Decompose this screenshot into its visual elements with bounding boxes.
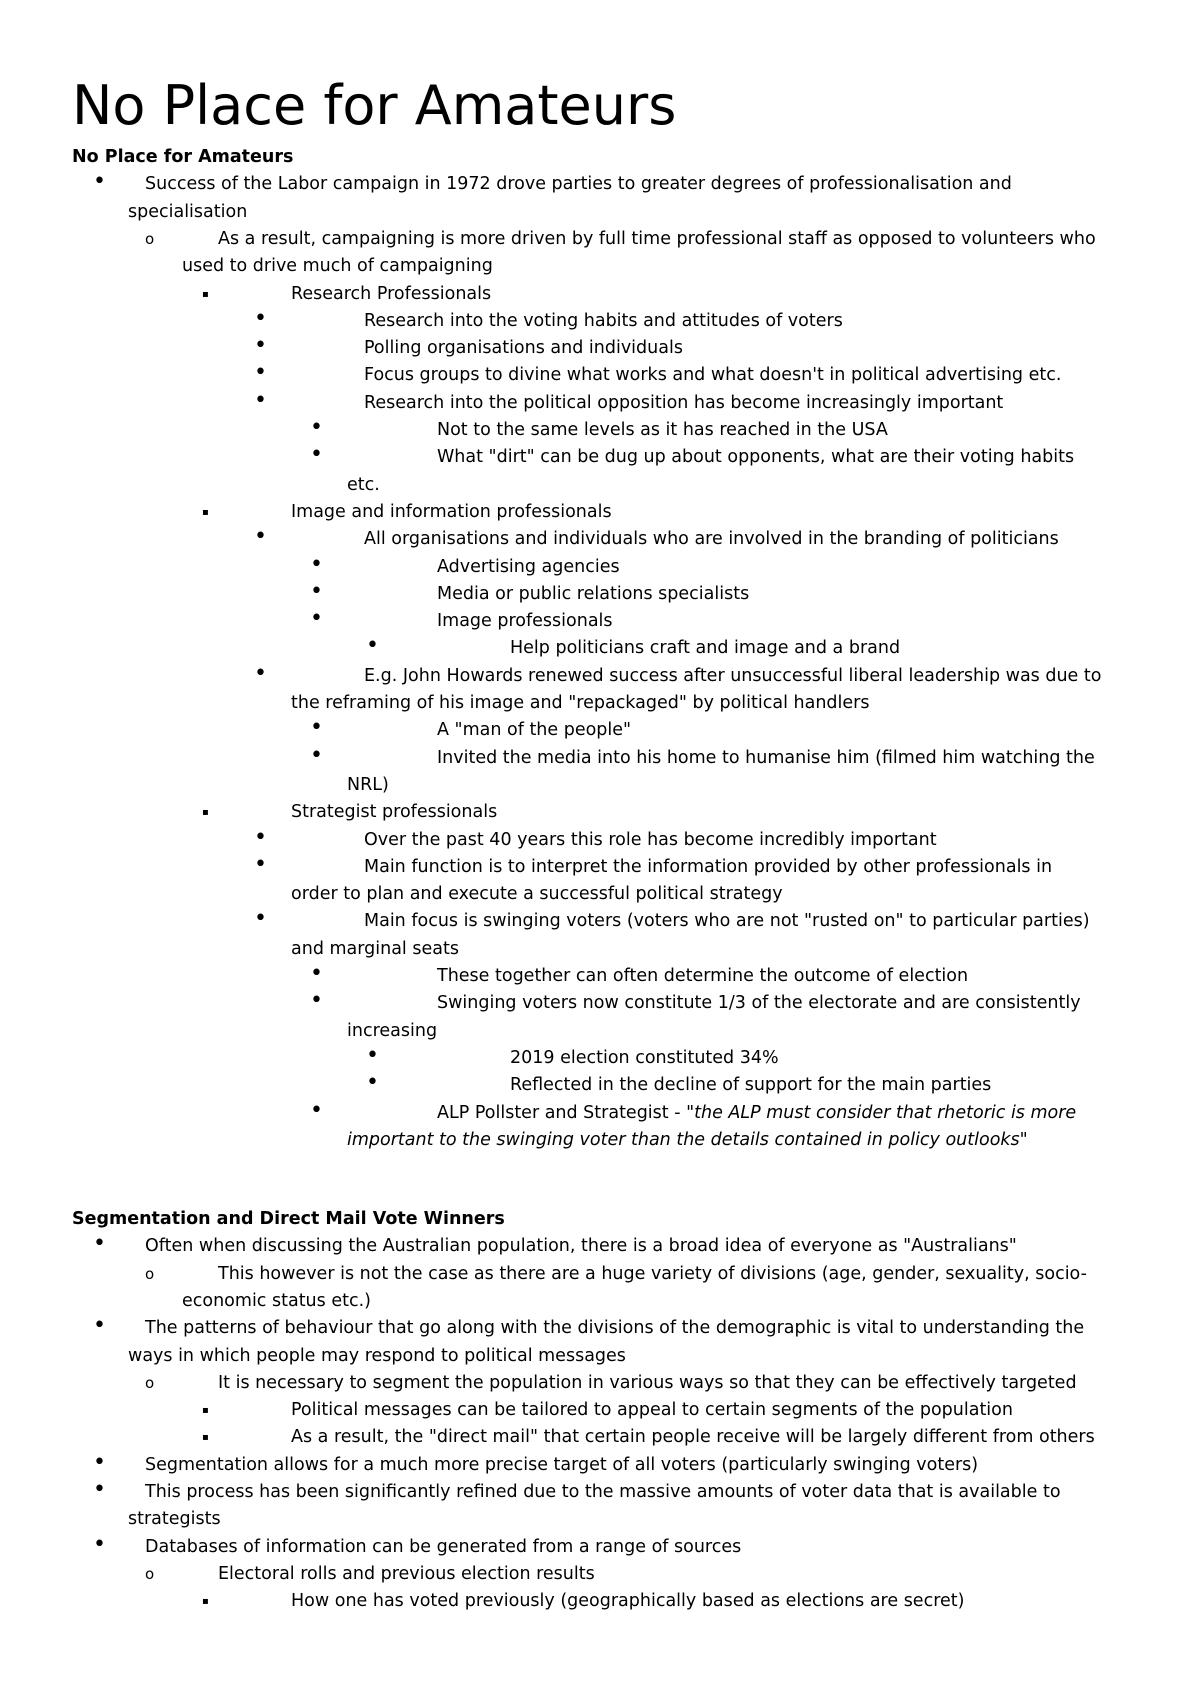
document-title: No Place for Amateurs: [72, 74, 677, 137]
list-bullet-icon: •: [310, 578, 323, 604]
list-item-text: This however is not the case as there are a huge variety of divisions (age, gender, sexuality, socio-: [218, 1263, 1087, 1284]
list-bullet-icon: •: [310, 742, 323, 768]
list-bullet-icon: •: [254, 305, 267, 331]
list-bullet-icon: •: [93, 1231, 106, 1257]
list-item-text: etc.: [347, 474, 380, 495]
list-bullet-icon: ▪: [202, 288, 209, 300]
list-bullet-icon: •: [254, 906, 267, 932]
list-bullet-icon: •: [254, 524, 267, 550]
list-item-text: ALP Pollster and Strategist - "the ALP must consider that rhetoric is more: [437, 1102, 1077, 1123]
list-item-text: important to the swinging voter than the details contained in policy outlooks": [347, 1129, 1028, 1150]
list-bullet-icon: •: [93, 1313, 106, 1339]
list-item-text: Success of the Labor campaign in 1972 drove parties to greater degrees of professionalisation and: [145, 174, 1012, 195]
section-heading: Segmentation and Direct Mail Vote Winners: [72, 1209, 505, 1229]
list-item-text: Advertising agencies: [437, 556, 620, 577]
list-item-text: Help politicians craft and image and a brand: [510, 638, 901, 659]
list-bullet-icon: •: [93, 1531, 106, 1557]
list-bullet-icon: •: [310, 988, 323, 1014]
list-item-text: Strategist professionals: [291, 802, 498, 823]
quote-text: "the ALP must consider that rhetoric is more: [686, 1102, 1077, 1123]
list-bullet-icon: •: [366, 633, 379, 659]
list-item-text: The patterns of behaviour that go along with the divisions of the demographic is vital to understanding the: [145, 1318, 1085, 1339]
list-bullet-icon: •: [310, 715, 323, 741]
list-item-text: specialisation: [128, 201, 248, 222]
list-item-text: It is necessary to segment the population in various ways so that they can be effectively targeted: [218, 1372, 1077, 1393]
list-bullet-icon: •: [310, 551, 323, 577]
list-item-text: These together can often determine the outcome of election: [437, 966, 969, 986]
list-bullet-icon: o: [145, 1373, 155, 1392]
list-item-text: Research into the political opposition has become increasingly important: [364, 392, 1004, 413]
list-bullet-icon: ▪: [202, 506, 209, 518]
list-bullet-icon: o: [145, 229, 155, 248]
list-bullet-icon: •: [310, 442, 323, 468]
list-item-text: and marginal seats: [291, 938, 459, 959]
list-bullet-icon: •: [93, 1477, 106, 1502]
list-item-text: As a result, the "direct mail" that certain people receive will be largely different from others: [291, 1427, 1095, 1448]
list-bullet-icon: •: [254, 387, 267, 413]
section-heading: No Place for Amateurs: [72, 147, 294, 167]
list-bullet-icon: •: [93, 1449, 106, 1475]
list-item-text: What "dirt" can be dug up about opponents, what are their voting habits: [437, 447, 1075, 468]
list-item-text: economic status etc.): [182, 1290, 371, 1311]
list-item-text: Research into the voting habits and attitudes of voters: [364, 310, 843, 331]
list-item-text: Image and information professionals: [291, 501, 612, 522]
list-bullet-icon: ▪: [202, 1432, 209, 1444]
list-item-text: Main function is to interpret the information provided by other professionals in: [364, 856, 1053, 877]
list-item-text: 2019 election constituted 34%: [510, 1047, 779, 1068]
list-item-text: Polling organisations and individuals: [364, 338, 683, 359]
list-bullet-icon: •: [310, 1097, 323, 1123]
list-bullet-icon: •: [366, 1070, 379, 1096]
list-bullet-icon: •: [254, 851, 267, 877]
list-bullet-icon: •: [254, 824, 267, 850]
list-item-text: increasing: [347, 1020, 438, 1041]
list-bullet-icon: ▪: [202, 1596, 209, 1608]
list-item-text: Swinging voters now constitute 1/3 of the electorate and are consistently: [437, 993, 1081, 1014]
list-item-text: Media or public relations specialists: [437, 583, 750, 604]
list-item-text: Often when discussing the Australian population, there is a broad idea of everyone as "Australians": [145, 1236, 1017, 1257]
list-item-text: Electoral rolls and previous election results: [218, 1563, 595, 1584]
list-bullet-icon: •: [254, 660, 267, 686]
list-item-text: As a result, campaigning is more driven by full time professional staff as opposed to volunteers who: [218, 228, 1096, 249]
list-bullet-icon: •: [310, 606, 323, 632]
list-item-text: This process has been significantly refined due to the massive amounts of voter data that is available to: [145, 1482, 1061, 1502]
list-bullet-icon: •: [310, 415, 323, 440]
list-bullet-icon: o: [145, 1564, 155, 1583]
list-bullet-icon: •: [254, 360, 267, 386]
list-item-text: used to drive much of campaigning: [182, 256, 493, 277]
list-item-text: Segmentation allows for a much more precise target of all voters (particularly swinging voters): [145, 1454, 979, 1475]
list-bullet-icon: •: [366, 1042, 379, 1068]
list-item-text: Image professionals: [437, 611, 613, 632]
list-item-text: E.g. John Howards renewed success after unsuccessful liberal leadership was due to: [364, 665, 1102, 686]
list-item-text: Databases of information can be generated from a range of sources: [145, 1536, 742, 1557]
list-bullet-icon: ▪: [202, 1405, 209, 1417]
list-item-text: Not to the same levels as it has reached in the USA: [437, 420, 888, 440]
list-item-text: Political messages can be tailored to appeal to certain segments of the population: [291, 1400, 1013, 1421]
list-item-text: ways in which people may respond to political messages: [128, 1345, 626, 1366]
list-item-text: How one has voted previously (geographically based as elections are secret): [291, 1591, 965, 1612]
list-item-text: order to plan and execute a successful political strategy: [291, 884, 783, 905]
list-item-text: the reframing of his image and "repackaged" by political handlers: [291, 693, 870, 713]
list-item-text: Focus groups to divine what works and what doesn't in political advertising etc.: [364, 365, 1062, 386]
list-item-text: Reflected in the decline of support for the main parties: [510, 1075, 992, 1096]
list-bullet-icon: •: [254, 333, 267, 359]
list-item-text: NRL): [347, 774, 389, 795]
list-bullet-icon: o: [145, 1264, 155, 1283]
list-item-text: Main focus is swinging voters (voters who are not "rusted on" to particular parties): [364, 911, 1090, 932]
list-item-text: Invited the media into his home to humanise him (filmed him watching the: [437, 747, 1095, 768]
list-item-text: All organisations and individuals who are involved in the branding of politicians: [364, 529, 1059, 550]
list-item-text: strategists: [128, 1509, 221, 1530]
list-bullet-icon: •: [310, 961, 323, 986]
list-bullet-icon: ▪: [202, 807, 209, 819]
list-item-text: A "man of the people": [437, 720, 632, 741]
list-item-text: Research Professionals: [291, 283, 492, 304]
list-bullet-icon: •: [93, 169, 106, 195]
list-item-text: Over the past 40 years this role has become incredibly important: [364, 829, 937, 850]
